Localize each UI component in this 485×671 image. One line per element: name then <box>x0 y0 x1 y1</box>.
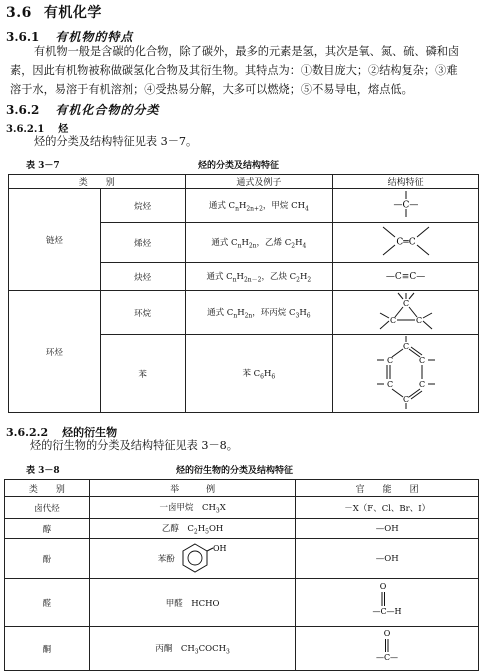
row-group <box>296 627 479 671</box>
svg-text:—C—: —C— <box>393 200 419 211</box>
row-formula: 通式 $C_nH_{2n-2}$，乙炔 $C_2H_2$ <box>185 263 333 291</box>
row-type: 炔烃 <box>100 263 185 291</box>
paragraph-line: 烃的衍生物的分类及结构特征见表 3－8。 <box>30 439 238 452</box>
row-example: 一卤甲烷 $CH_3X$ <box>89 497 296 519</box>
svg-text:OH: OH <box>213 543 227 553</box>
svg-text:C: C <box>418 380 425 389</box>
svg-text:—C—H: —C—H <box>372 607 402 616</box>
aldehyde-group-icon <box>357 580 417 622</box>
row-type: 苯 <box>100 335 185 413</box>
svg-text:C: C <box>402 342 409 351</box>
subsubsection-title: 烃 <box>58 124 69 135</box>
row-type: 醇 <box>5 519 90 539</box>
row-formula: 通式 $C_nH_{2n+2}$，甲烷 $CH_4$ <box>185 189 333 223</box>
table-title: 烃的分类及结构特征 <box>198 161 280 171</box>
row-group: —OH <box>296 519 479 539</box>
row-formula: 苯 $C_6H_6$ <box>185 335 333 413</box>
row-group <box>296 579 479 627</box>
row-type: 卤代烃 <box>5 497 90 519</box>
svg-text:O: O <box>383 629 391 638</box>
group-label: 链烃 <box>9 189 101 291</box>
table-row <box>9 291 479 335</box>
paragraph-line: 溶于水，易溶于有机溶剂；④受热易分解，大多可以燃烧；⑤不易导电，熔点低。 <box>10 83 413 96</box>
svg-text:O: O <box>379 582 387 591</box>
svg-text:C: C <box>418 356 425 365</box>
table-derivatives <box>4 479 479 671</box>
structure-alkene <box>333 223 479 263</box>
table-row <box>9 189 479 223</box>
row-example: 甲醛 HCHO <box>89 579 296 627</box>
table-row <box>5 627 479 671</box>
cyclopropane-structure-icon <box>368 291 444 331</box>
subsubsection-number: 3.6.2.1 <box>6 124 45 135</box>
table-label: 表 3－7 <box>26 161 60 171</box>
subsection-heading-362 <box>6 101 159 118</box>
row-example: 乙醇 $C_2H_5OH$ <box>89 519 296 539</box>
subsection-title: 有机物的特点 <box>55 30 134 44</box>
row-example: 苯酚 OH <box>89 539 296 579</box>
header-formula: 通式及例子 <box>185 175 333 189</box>
table-row <box>5 579 479 627</box>
svg-text:—C—: —C— <box>376 653 399 662</box>
subsection-title: 有机化合物的分类 <box>55 103 160 117</box>
table-row <box>5 539 479 579</box>
structure-cycloalkane <box>333 291 479 335</box>
row-example: 丙酮 $CH_3COCH_3$ <box>89 627 296 671</box>
svg-text:C═C: C═C <box>395 237 416 248</box>
svg-text:C: C <box>402 299 409 308</box>
benzene-structure-icon <box>366 335 446 409</box>
section-number: 3.6 <box>6 5 32 21</box>
subsubsection-title: 烃的衍生物 <box>62 426 118 439</box>
header-structure: 结构特征 <box>333 175 479 189</box>
row-type: 醛 <box>5 579 90 627</box>
row-type: 酮 <box>5 627 90 671</box>
header-group: 官 能 团 <box>296 480 479 497</box>
section-title: 有机化学 <box>43 5 102 21</box>
svg-text:C: C <box>402 395 409 404</box>
structure-alkyne: —C≡C— <box>333 263 479 291</box>
paragraph-line: 烃的分类及结构特征见表 3－7。 <box>34 135 198 148</box>
svg-text:C: C <box>415 316 422 325</box>
row-group: －X（F、Cl、Br、I） <box>296 497 479 519</box>
header-category: 类 别 <box>5 480 90 497</box>
paragraph-line: 有机物一般是含碳的化合物，除了碳外，最多的元素是氢，其次是氧、氮、硫、磷和卤 <box>34 45 460 58</box>
table-hydrocarbons <box>8 174 479 413</box>
subsection-number: 3.6.1 <box>6 30 40 44</box>
row-group: —OH <box>296 539 479 579</box>
row-formula: 通式 $C_nH_{2n}$，乙烯 $C_2H_4$ <box>185 223 333 263</box>
alkene-structure-icon <box>371 223 441 259</box>
alkane-structure-icon <box>376 189 436 219</box>
header-example: 举 例 <box>89 480 296 497</box>
subsubsection-number: 3.6.2.2 <box>6 426 49 439</box>
row-formula: 通式 $C_nH_{2n}$，环丙烷 $C_3H_6$ <box>185 291 333 335</box>
ketone-group-icon <box>357 627 417 667</box>
row-type: 烷烃 <box>100 189 185 223</box>
header-category: 类 别 <box>9 175 186 189</box>
table-title: 烃的衍生物的分类及结构特征 <box>176 466 294 476</box>
svg-text:C: C <box>386 356 393 365</box>
structure-benzene <box>333 335 479 413</box>
row-type: 烯烃 <box>100 223 185 263</box>
row-type: 环烷 <box>100 291 185 335</box>
row-type: 酚 <box>5 539 90 579</box>
table-label: 表 3－8 <box>26 466 60 476</box>
table-row <box>5 519 479 539</box>
paragraph-line: 素，因此有机物被称做碳氢化合物及其衍生物。其特点为：①数目庞大；②结构复杂；③难 <box>10 64 458 77</box>
phenol-ring-icon <box>177 541 227 577</box>
group-label: 环烃 <box>9 291 101 413</box>
subsection-number: 3.6.2 <box>6 103 40 117</box>
table-row <box>5 497 479 519</box>
svg-text:C: C <box>386 380 393 389</box>
section-heading <box>6 2 102 22</box>
structure-alkane <box>333 189 479 223</box>
svg-text:C: C <box>389 316 396 325</box>
